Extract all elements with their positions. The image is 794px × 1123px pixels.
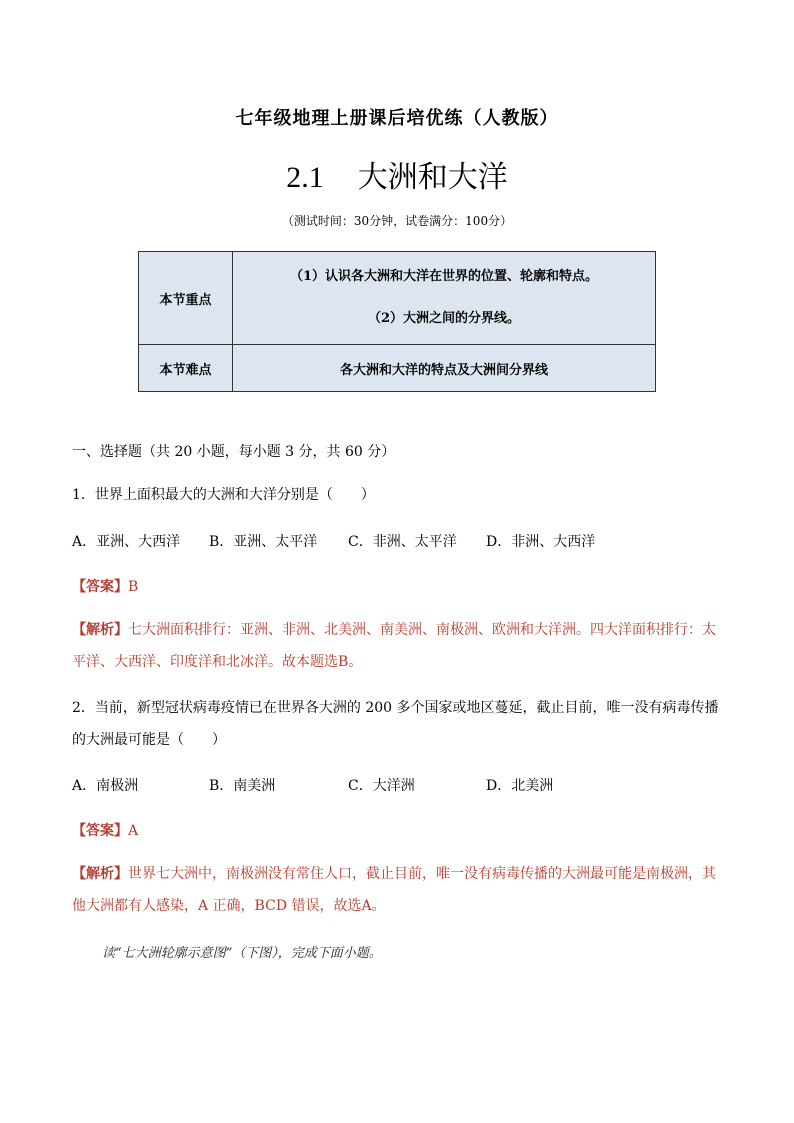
question-1-option-b: B．亚洲、太平洋	[209, 534, 318, 550]
answer-label: 【答案】	[72, 823, 128, 839]
map-instruction: 读“七大洲轮廓示意图”（下图），完成下面小题。	[102, 946, 382, 961]
difficulty-label: 本节难点	[139, 345, 233, 392]
question-1-answer	[72, 576, 138, 596]
question-2-option-d: D．北美洲	[486, 778, 554, 794]
question-2-option-a: A．南极洲	[72, 778, 139, 794]
question-2-options	[72, 775, 553, 795]
answer-value: B	[128, 579, 139, 595]
analysis-text: 世界七大洲中，南极洲没有常住人口，截止目前，唯一没有病毒传播的大洲最可能是南极洲，其他大洲都有人感染，A 正确，BCD 错误，故选A。	[72, 866, 716, 914]
question-2-answer	[72, 820, 138, 840]
question-1-option-c: C．非洲、太平洋	[348, 534, 457, 550]
keypoints-row-difficulty	[139, 345, 656, 392]
focus-point-2: （2）大洲之间的分界线。	[367, 311, 521, 326]
analysis-text: 七大洲面积排行：亚洲、非洲、北美洲、南美洲、南极洲、欧洲和大洋洲。四大洋面积排行：太平洋、大西洋、印度洋和北冰洋。故本题选B。	[72, 622, 716, 670]
focus-point-1: （1）认识各大洲和大洋在世界的位置、轮廓和特点。	[289, 269, 599, 284]
answer-label: 【答案】	[72, 579, 128, 595]
lesson-number: 2.1	[286, 161, 324, 194]
focus-label: 本节重点	[139, 252, 233, 345]
question-2-analysis	[72, 858, 727, 922]
focus-content	[233, 252, 656, 345]
question-1-stem: 1．世界上面积最大的大洲和大洋分别是（ ）	[72, 487, 375, 503]
question-2-option-c: C．大洋洲	[348, 778, 415, 794]
analysis-label: 【解析】	[72, 622, 128, 638]
question-1-options	[72, 531, 595, 551]
question-1-option-a: A．亚洲、大西洋	[72, 534, 181, 550]
keypoints-table	[138, 251, 656, 392]
series-title: 七年级地理上册课后培优练（人教版）	[235, 108, 559, 129]
question-1-option-d: D．非洲、大西洋	[486, 534, 596, 550]
difficulty-content: 各大洲和大洋的特点及大洲间分界线	[233, 345, 656, 392]
section-title: 一、选择题（共 20 小题，每小题 3 分，共 60 分）	[72, 444, 396, 460]
answer-value: A	[128, 823, 139, 839]
analysis-label: 【解析】	[72, 866, 128, 882]
question-1-analysis	[72, 614, 727, 678]
lesson-name: 大洲和大洋	[357, 160, 508, 195]
exam-info: （测试时间：30分钟，试卷满分：100分）	[281, 214, 513, 228]
question-2-stem: 2．当前，新型冠状病毒疫情已在世界各大洲的 200 多个国家或地区蔓延，截止目前，唯一没有病毒传播的大洲最可能是（ ）	[72, 700, 719, 748]
question-2-option-b: B．南美洲	[209, 778, 276, 794]
keypoints-row-focus	[139, 252, 656, 345]
lesson-title	[0, 152, 794, 196]
